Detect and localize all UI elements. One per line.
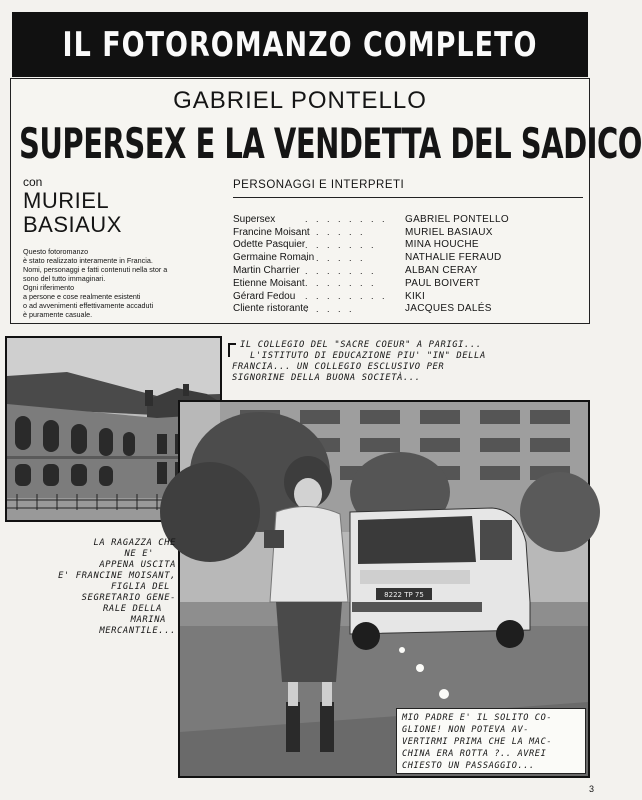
banner-title: IL FOTOROMANZO COMPLETO bbox=[62, 25, 538, 64]
speech-line: VERTIRMI PRIMA CHE LA MAC- bbox=[402, 737, 553, 747]
caption-line: MARINA bbox=[130, 615, 166, 625]
page-banner bbox=[12, 12, 588, 77]
license-plate: 8222 TP 75 bbox=[384, 591, 424, 599]
disclaimer bbox=[23, 247, 228, 319]
star-last-name: BASIAUX bbox=[23, 212, 122, 237]
cast-actor: PAUL BOIVERT bbox=[405, 277, 481, 289]
van bbox=[350, 508, 530, 650]
caption-line: RALE DELLA bbox=[103, 604, 162, 614]
caption-line: E' FRANCINE MOISANT, bbox=[58, 571, 176, 581]
caption-line: FIGLIA DEL bbox=[111, 582, 170, 592]
cast-role: Supersex bbox=[233, 213, 276, 225]
cast-dots: . . . . . . bbox=[305, 252, 366, 263]
cast-role: Cliente ristorante bbox=[233, 303, 309, 315]
caption-line: MERCANTILE... bbox=[99, 626, 176, 636]
speech-line: CHIESTO UN PASSAGGIO... bbox=[402, 761, 535, 771]
cast-row bbox=[233, 213, 583, 226]
narration-caption-1 bbox=[226, 340, 586, 384]
credits-box bbox=[10, 78, 642, 324]
cast-actor: NATHALIE FERAUD bbox=[405, 252, 502, 264]
cast-heading: PERSONAGGI E INTERPRETI bbox=[233, 179, 583, 198]
cast-actor: ALBAN CERAY bbox=[405, 265, 478, 277]
caption-line: NE E' bbox=[124, 549, 154, 559]
cast-role: Gérard Fedou bbox=[233, 290, 296, 302]
star-name bbox=[23, 189, 223, 237]
cast-dots: . . . . . . bbox=[305, 227, 366, 238]
cast-row bbox=[233, 303, 583, 316]
caption-line: SEGRETARIO GENE- bbox=[81, 593, 176, 603]
caption-line: APPENA USCITA bbox=[99, 560, 176, 570]
speech-bubble bbox=[396, 708, 586, 774]
disclaimer-line: Questo fotoromanzo bbox=[23, 247, 89, 256]
caption-line: L'ISTITUTO DI EDUCAZIONE PIU' "IN" DELLA bbox=[250, 351, 486, 361]
disclaimer-line: è puramente casuale. bbox=[23, 310, 93, 319]
disclaimer-line: o ad avvenimenti effettivamente accaduti bbox=[23, 301, 154, 310]
starring-label: con bbox=[23, 175, 43, 189]
narration-caption-2 bbox=[36, 538, 176, 637]
cast-row bbox=[233, 239, 583, 252]
caption-line: IL COLLEGIO DEL "SACRE COEUR" A PARIGI... bbox=[240, 340, 482, 350]
cast-role: Odette Pasquier bbox=[233, 239, 306, 251]
caption-line: FRANCIA... UN COLLEGIO ESCLUSIVO PER bbox=[232, 362, 445, 372]
cast-dots: . . . . . . . . bbox=[305, 214, 388, 225]
cast-role: Germaine Romain bbox=[233, 252, 315, 264]
speech-line: MIO PADRE E' IL SOLITO CO- bbox=[402, 713, 553, 723]
cast-dots: . . . . . . . . bbox=[305, 291, 388, 302]
disclaimer-line: è stato realizzato interamente in Francia. bbox=[23, 256, 153, 265]
cast-dots: . . . . . bbox=[305, 303, 355, 314]
speech-line: GLIONE! NON POTEVA AV- bbox=[402, 725, 530, 735]
cast-dots: . . . . . . . bbox=[305, 239, 377, 250]
cast-row bbox=[233, 251, 583, 264]
cast-row bbox=[233, 226, 583, 239]
disclaimer-line: sono del tutto immaginari. bbox=[23, 274, 106, 283]
cast-actor: JACQUES DALÉS bbox=[405, 303, 492, 315]
page-number: 3 bbox=[588, 784, 594, 794]
cast-role: Martin Charrier bbox=[233, 265, 300, 277]
author-name: GABRIEL PONTELLO bbox=[173, 87, 427, 114]
cast-actor: GABRIEL PONTELLO bbox=[405, 213, 509, 225]
star-first-name: MURIEL bbox=[23, 188, 110, 213]
cast-row bbox=[233, 290, 583, 303]
cast-dots: . . . . . . . bbox=[305, 265, 377, 276]
cast-actor: MURIEL BASIAUX bbox=[405, 226, 493, 238]
cast-role: Etienne Moisant bbox=[233, 277, 305, 289]
disclaimer-line: Ogni riferimento bbox=[23, 283, 75, 292]
speech-line: CHINA ERA ROTTA ?.. AVREI bbox=[402, 749, 547, 759]
cast-dots: . . . . . . . bbox=[305, 278, 377, 289]
cast-row bbox=[233, 264, 583, 277]
caption-line: SIGNORINE DELLA BUONA SOCIETÀ... bbox=[232, 373, 421, 383]
cast-row bbox=[233, 277, 583, 290]
caption-line: LA RAGAZZA CHE bbox=[93, 538, 176, 548]
story-title: SUPERSEX E LA VENDETTA DEL SADICO bbox=[19, 119, 642, 169]
cast-actor: MINA HOUCHE bbox=[405, 239, 479, 251]
cast-actor: KIKI bbox=[405, 290, 426, 302]
cast-list bbox=[233, 213, 583, 315]
cast-role: Francine Moisant bbox=[233, 226, 310, 238]
disclaimer-line: a persone e cose realmente esistenti bbox=[23, 292, 141, 301]
disclaimer-line: Nomi, personaggi e fatti contenuti nella stor a bbox=[23, 265, 168, 274]
